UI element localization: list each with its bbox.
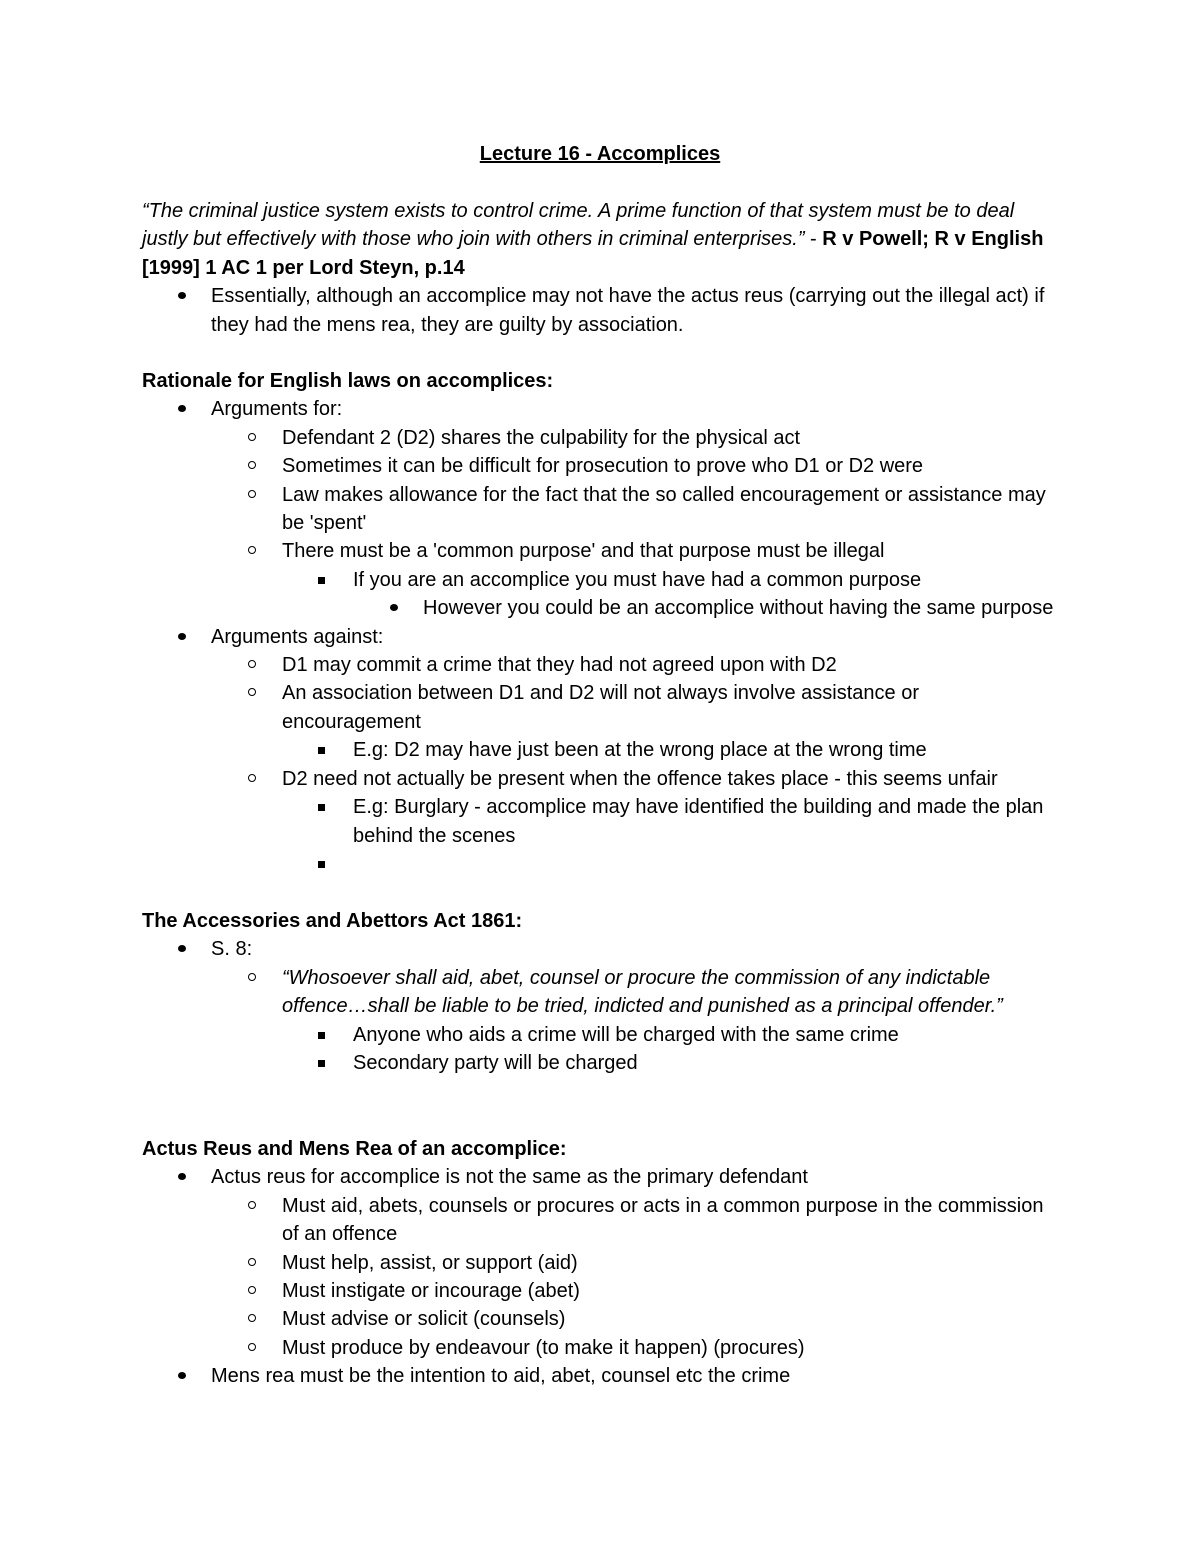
quote-citation: R v Powell; R v English [1999] 1 AC 1 per Lord Steyn, p.14 (142, 228, 1044, 279)
list-item-empty (142, 850, 1062, 878)
bullet-circle-icon (248, 964, 258, 992)
bullet-square-icon (317, 736, 327, 764)
list-item (142, 935, 1062, 963)
quote-separator: - (804, 228, 823, 251)
bullet-circle-icon (248, 1249, 258, 1277)
list-item-text: Anyone who aids a crime will be charged with the same crime (353, 1023, 899, 1046)
list-item (142, 736, 1062, 764)
list-item-text: If you are an accomplice you must have had a common purpose (353, 568, 922, 591)
bullet-square-icon (317, 1049, 327, 1077)
bullet-circle-icon (248, 765, 258, 793)
bullet-disc-icon (177, 1163, 187, 1191)
section-rationale (142, 367, 1062, 878)
bullet-disc-icon (177, 282, 187, 310)
quote-notes (142, 282, 1062, 339)
list-item (142, 424, 1062, 452)
section-heading: Rationale for English laws on accomplices: (142, 370, 554, 392)
list-item-text: “Whosoever shall aid, abet, counsel or procure the commission of any indictable offence…shall be liable to be tried, indicted and punished as a principal offender.” (282, 966, 1003, 1018)
rationale-list (142, 395, 1062, 878)
list-item (142, 594, 1062, 622)
list-item-text: Actus reus for accomplice is not the same as the primary defendant (211, 1166, 808, 1189)
list-item (142, 1305, 1062, 1333)
list-item-text: Must help, assist, or support (aid) (282, 1251, 578, 1274)
list-item (142, 623, 1062, 651)
list-item-text: Law makes allowance for the fact that the so called encouragement or assistance may be 'spent' (282, 483, 1046, 535)
list-item-text: Sometimes it can be difficult for prosecution to prove who D1 or D2 were (282, 455, 924, 478)
list-item (142, 679, 1062, 736)
bullet-disc-icon (177, 1362, 187, 1390)
section-heading: Actus Reus and Mens Rea of an accomplice: (142, 1138, 567, 1160)
list-item-text: E.g: D2 may have just been at the wrong place at the wrong time (353, 739, 927, 762)
list-item (142, 651, 1062, 679)
list-item-text: However you could be an accomplice without having the same purpose (423, 597, 1054, 620)
bullet-disc-icon (389, 594, 399, 622)
list-item-text: Essentially, although an accomplice may not have the actus reus (carrying out the illegal act) if they had the mens rea, they are guilty by association. (211, 285, 1045, 336)
list-item (142, 765, 1062, 793)
list-item-text: There must be a 'common purpose' and that purpose must be illegal (282, 540, 885, 563)
list-item (142, 964, 1062, 1021)
actus-mens-list (142, 1163, 1062, 1390)
list-item-text: An association between D1 and D2 will not always involve assistance or encouragement (282, 682, 920, 733)
act-list (142, 935, 1062, 1077)
list-item-text: Arguments against: (211, 625, 384, 648)
list-item-text: S. 8: (211, 938, 253, 961)
section-accessories-act (142, 907, 1062, 1077)
bullet-circle-icon (248, 1334, 258, 1362)
list-item (142, 282, 1062, 339)
list-item-text: D1 may commit a crime that they had not agreed upon with D2 (282, 654, 837, 677)
list-item-text: E.g: Burglary - accomplice may have identified the building and made the plan behind the scenes (353, 796, 1044, 847)
bullet-disc-icon (177, 623, 187, 651)
bullet-disc-icon (177, 395, 187, 423)
bullet-circle-icon (248, 679, 258, 707)
bullet-square-icon (317, 566, 327, 594)
list-item-text: Mens rea must be the intention to aid, abet, counsel etc the crime (211, 1365, 791, 1388)
list-item (142, 481, 1062, 538)
list-item (142, 1049, 1062, 1077)
list-item (142, 1277, 1062, 1305)
bullet-circle-icon (248, 1192, 258, 1220)
list-item (142, 1249, 1062, 1277)
list-item-text: Defendant 2 (D2) shares the culpability for the physical act (282, 426, 801, 449)
list-item (142, 537, 1062, 565)
list-item-text: Secondary party will be charged (353, 1052, 638, 1075)
bullet-circle-icon (248, 1305, 258, 1333)
list-item (142, 1021, 1062, 1049)
bullet-circle-icon (248, 651, 258, 679)
section-heading: The Accessories and Abettors Act 1861: (142, 910, 523, 932)
list-item-text: Must advise or solicit (counsels) (282, 1308, 566, 1331)
bullet-circle-icon (248, 424, 258, 452)
bullet-circle-icon (248, 452, 258, 480)
bullet-square-icon (317, 1021, 327, 1049)
bullet-circle-icon (248, 481, 258, 509)
bullet-disc-icon (177, 935, 187, 963)
section-actus-mens (142, 1135, 1062, 1391)
bullet-circle-icon (248, 1277, 258, 1305)
bullet-circle-icon (248, 537, 258, 565)
list-item-text: Must aid, abets, counsels or procures or acts in a common purpose in the commission of an offence (282, 1194, 1044, 1246)
list-item (142, 566, 1062, 594)
list-item-text: Arguments for: (211, 398, 343, 421)
bullet-square-icon (317, 850, 327, 878)
opening-quote (142, 197, 1062, 339)
list-item-text: Must instigate or incourage (abet) (282, 1280, 580, 1303)
bullet-square-icon (317, 793, 327, 821)
list-item (142, 1362, 1062, 1390)
list-item (142, 395, 1062, 423)
list-item-text: D2 need not actually be present when the offence takes place - this seems unfair (282, 767, 998, 790)
quote-text: “The criminal justice system exists to control crime. A prime function of that system must be to deal justly but effectively with those who join with others in criminal enterprises.” (142, 200, 1015, 251)
page-title: Lecture 16 - Accomplices (479, 143, 721, 165)
list-item (142, 452, 1062, 480)
list-item (142, 1163, 1062, 1191)
quote-paragraph (142, 197, 1062, 282)
list-item (142, 1192, 1062, 1249)
list-item (142, 1334, 1062, 1362)
list-item-text: Must produce by endeavour (to make it happen) (procures) (282, 1336, 805, 1359)
list-item (142, 793, 1062, 850)
